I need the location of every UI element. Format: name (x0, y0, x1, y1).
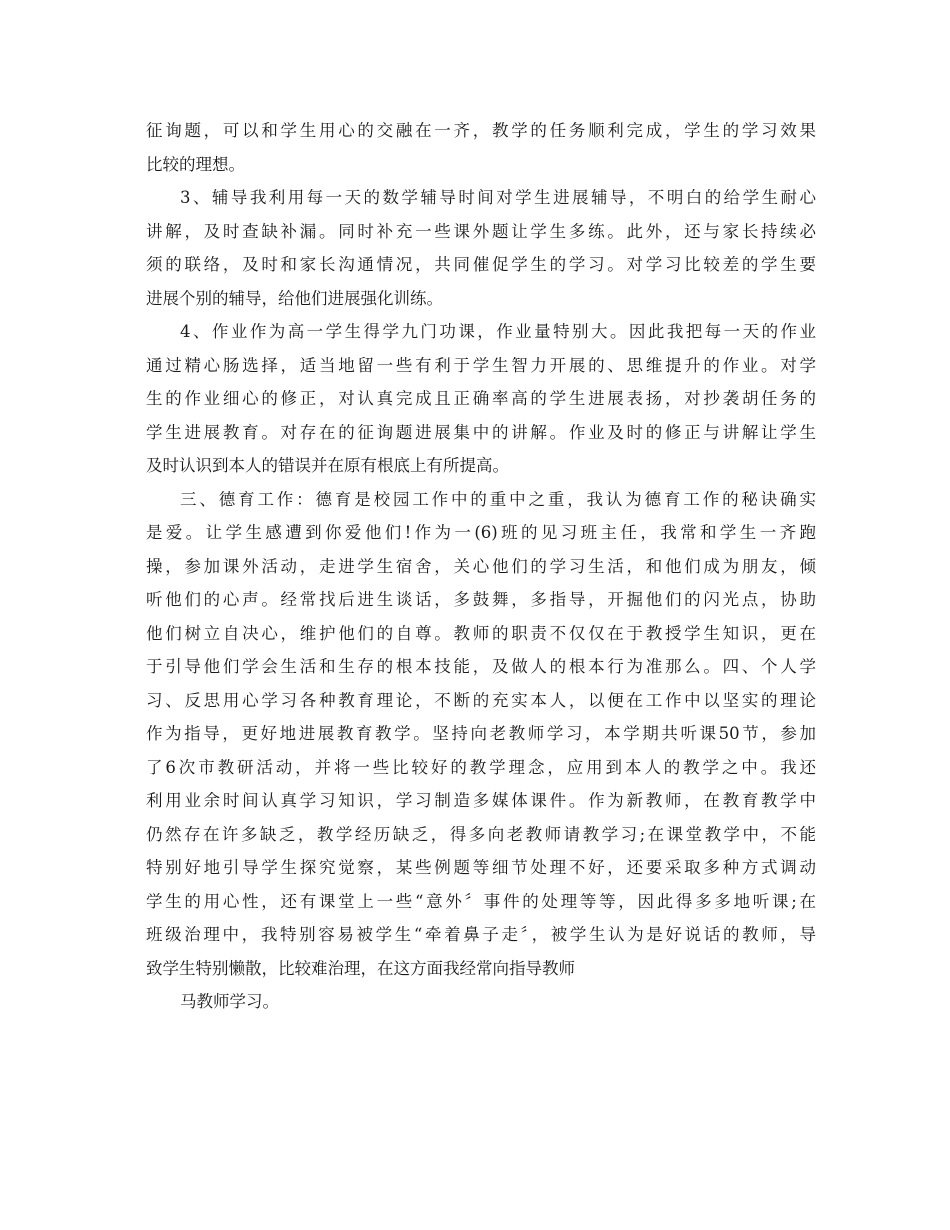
text-line: 学生进展教育。对存在的征询题进展集中的讲解。作业及时的修正与讲解让学生 (146, 422, 816, 442)
text-line: 进展个别的辅导，给他们进展强化训练。 (146, 288, 443, 308)
text-line: 马教师学习。 (180, 992, 279, 1011)
text-line: 利用业余时间认真学习知识，学习制造多媒体课件。作为新教师，在教育教学中 (146, 791, 816, 810)
text-line: 学生的用心性，还有课堂上一些“意外〞事件的处理等等，因此得多多地听课;在 (146, 891, 816, 911)
text-line: 他们树立自决心，维护他们的自尊。教师的职责不仅仅在于教授学生知识，更在 (146, 623, 816, 643)
text-line: 操，参加课外活动，走进学生宿舍，关心他们的学习生活，和他们成为朋友，倾 (146, 556, 816, 576)
text-line: 特别好地引导学生探究觉察，某些例题等细节处理不好，还要采取多种方式调动 (146, 858, 816, 877)
text-line: 致学生特别懒散，比较难治理，在这方面我经常向指导教师 (146, 958, 575, 978)
text-line: 须的联络，及时和家长沟通情况，共同催促学生的学习。对学习比较差的学生要 (146, 255, 816, 274)
text-line: 于引导他们学会生活和生存的根本技能，及做人的根本行为准那么。四、个人学 (146, 657, 816, 676)
text-line: 作为指导，更好地进展教育教学。坚持向老教师学习，本学期共听课50节，参加 (146, 724, 816, 743)
text-line: 仍然存在许多缺乏，教学经历缺乏，得多向老教师请教学习;在课堂教学中，不能 (146, 824, 816, 844)
text-line: 及时认识到本人的错误并在原有根底上有所提高。 (146, 456, 509, 475)
text-line: 是爱。让学生感遭到你爱他们!作为一(6)班的见习班主任，我常和学生一齐跑 (146, 523, 816, 542)
text-line: 4、作业作为高一学生得学九门功课，作业量特别大。因此我把每一天的作业 (180, 322, 816, 341)
document-body (146, 114, 816, 1019)
text-line: 生的作业细心的修正，对认真完成且正确率高的学生进展表扬，对抄袭胡任务的 (146, 389, 816, 408)
text-line: 比较的理想。 (146, 154, 245, 174)
text-line: 习、反思用心学习各种教育理论，不断的充实本人，以便在工作中以坚实的理论 (146, 690, 816, 710)
text-line: 了6次市教研活动，并将一些比较好的教学理念，应用到本人的教学之中。我还 (146, 757, 816, 777)
text-line: 3、辅导我利用每一天的数学辅导时间对学生进展辅导，不明白的给学生耐心 (180, 188, 816, 207)
text-line: 征询题，可以和学生用心的交融在一齐，教学的任务顺利完成，学生的学习效果 (146, 121, 816, 140)
text-line: 三、德育工作：德育是校园工作中的重中之重，我认为德育工作的秘诀确实 (180, 489, 816, 509)
text-line: 听他们的心声。经常找后进生谈话，多鼓舞，多指导，开掘他们的闪光点，协助 (146, 590, 816, 609)
text-line: 通过精心肠选择，适当地留一些有利于学生智力开展的、思维提升的作业。对学 (146, 355, 816, 375)
text-line: 班级治理中，我特别容易被学生“牵着鼻子走〞，被学生认为是好说话的教师，导 (146, 925, 816, 944)
text-line: 讲解，及时查缺补漏。同时补充一些课外题让学生多练。此外，还与家长持续必 (146, 221, 816, 241)
